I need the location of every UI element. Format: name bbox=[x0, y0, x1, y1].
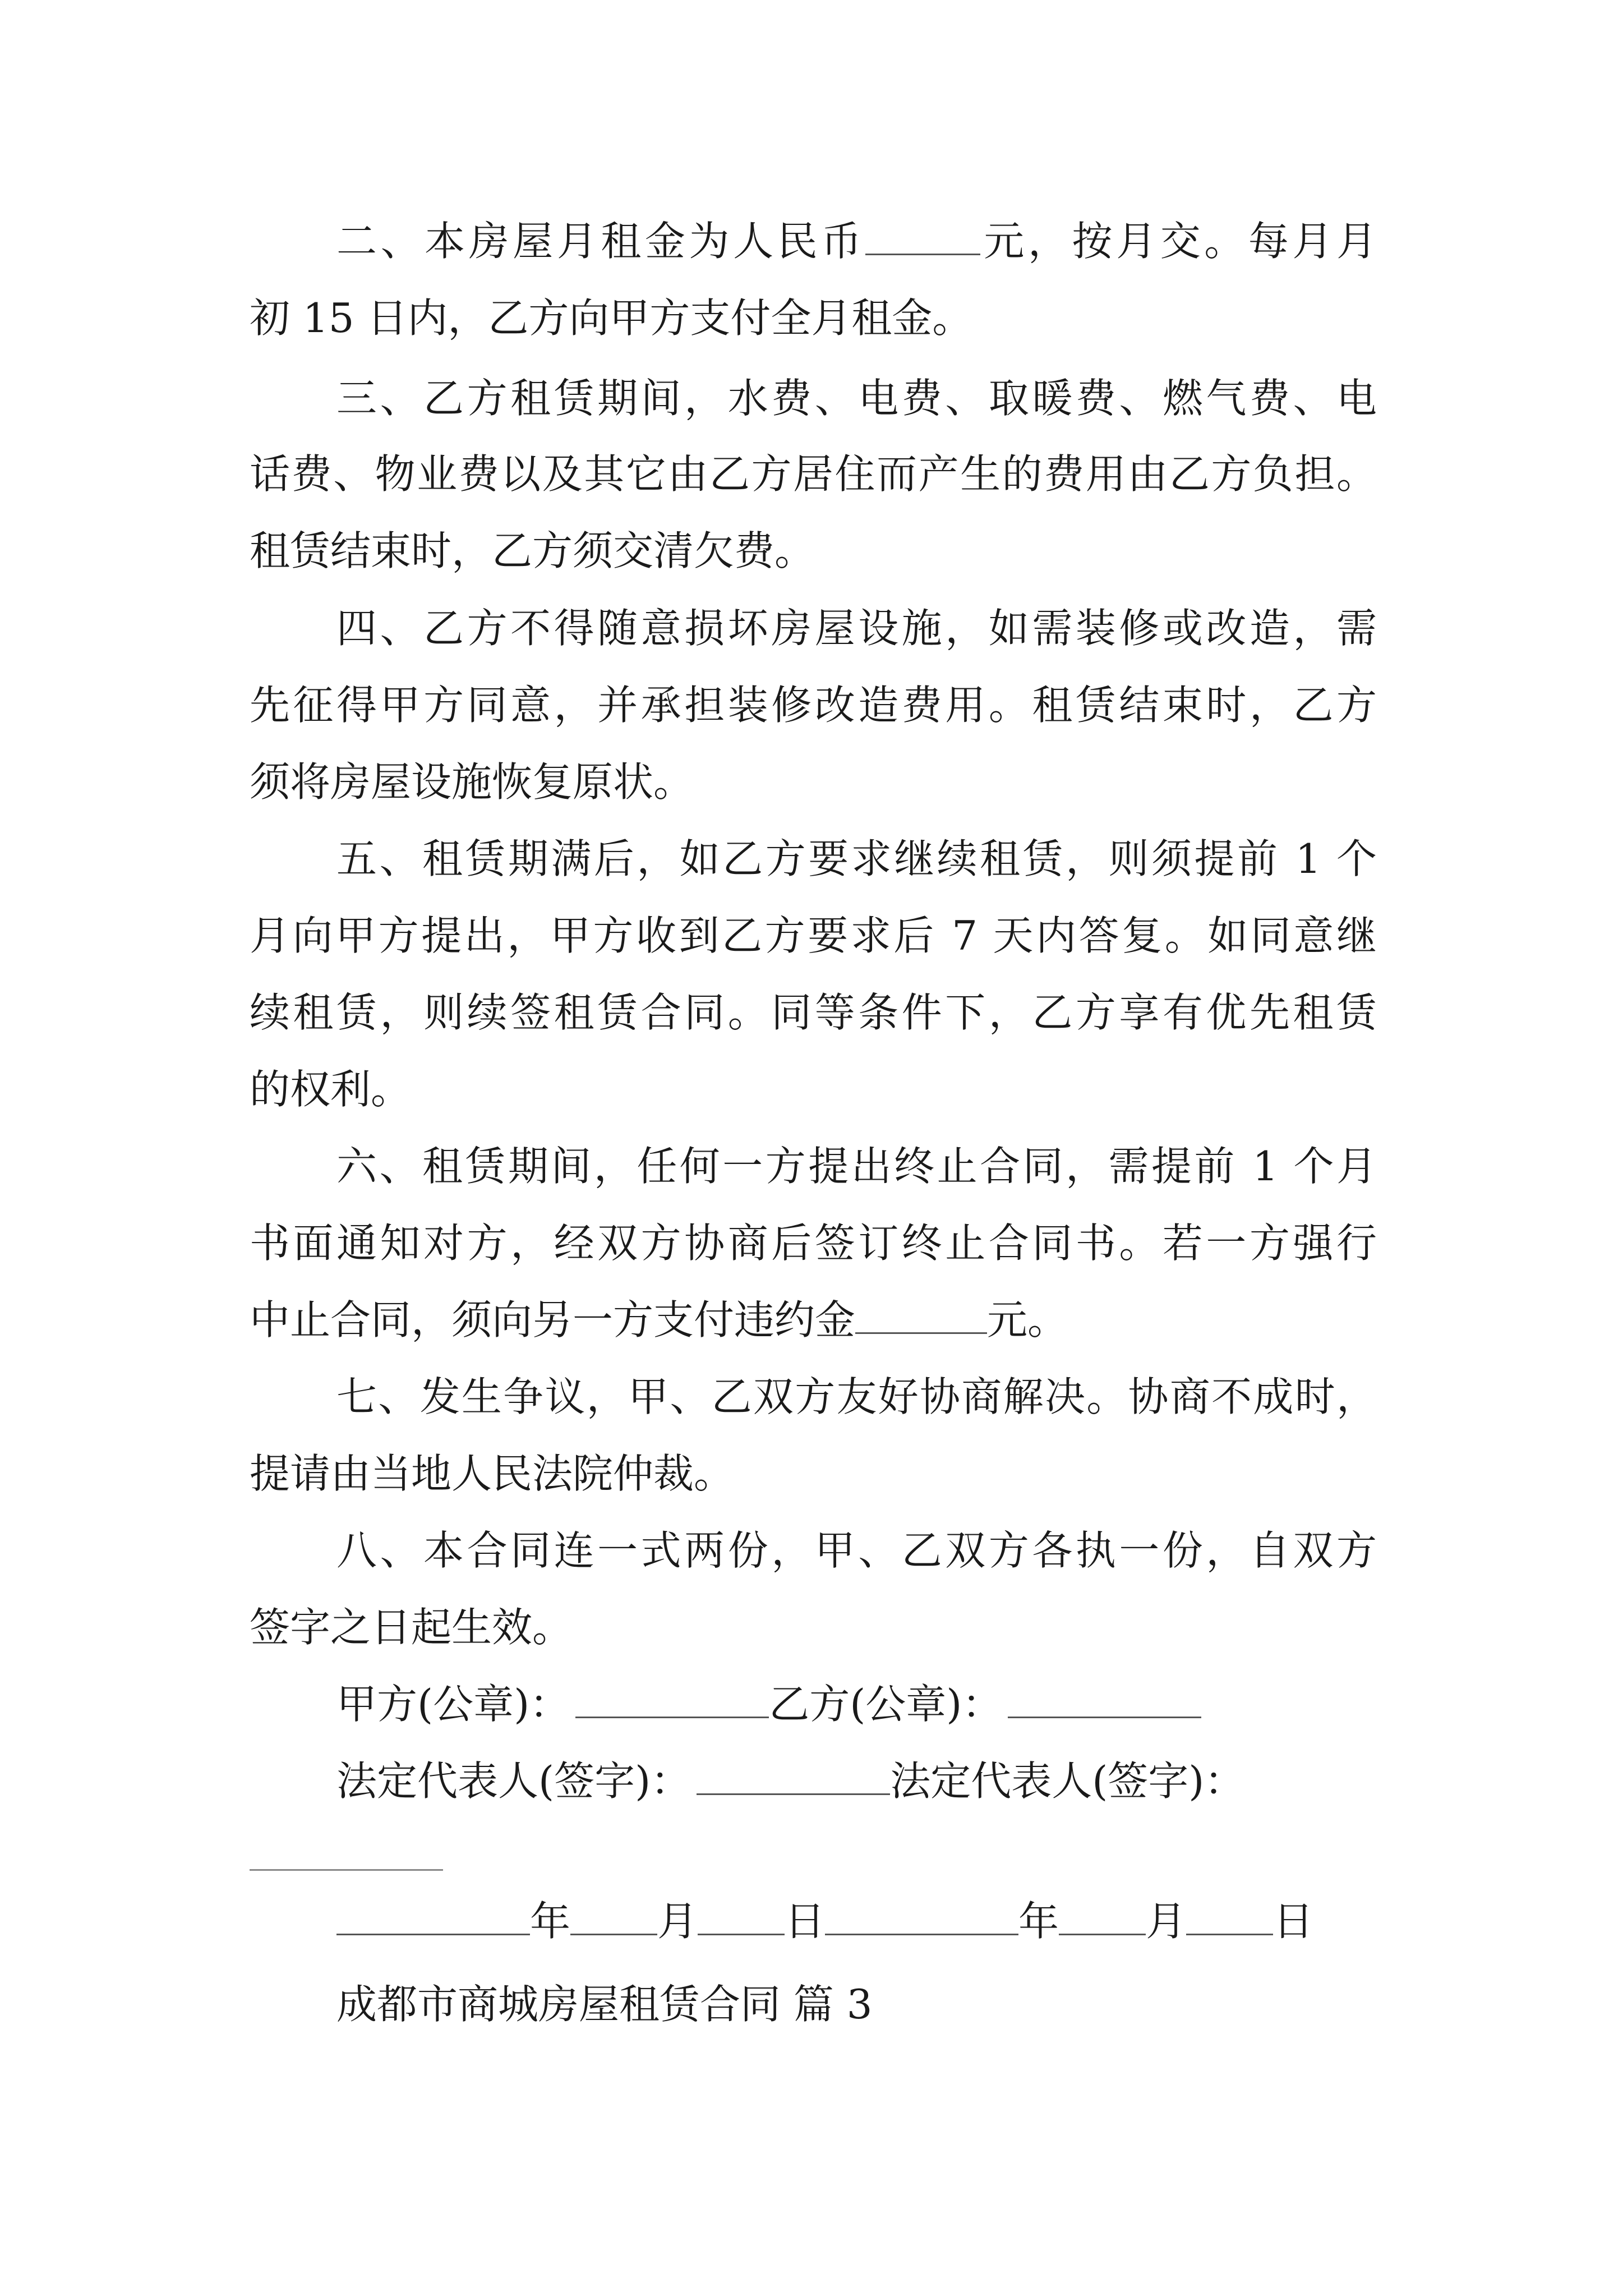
date-b-year-blank bbox=[825, 1928, 1018, 1935]
party-a-seal-blank bbox=[575, 1711, 769, 1718]
party-a-seal-label: 甲方(公章)： bbox=[336, 1681, 570, 1728]
date-b-day-blank bbox=[1186, 1928, 1273, 1935]
clause-4-line-2: 先征得甲方同意，并承担装修改造费用。租赁结束时，乙方 bbox=[250, 682, 1377, 729]
party-seal-line bbox=[336, 1679, 1377, 1729]
date-b-day-label: 日 bbox=[1273, 1898, 1314, 1945]
clause-5-line-2: 月向甲方提出，甲方收到乙方要求后 7 天内答复。如同意继 bbox=[250, 912, 1377, 959]
clause-3-line-3: 租赁结束时，乙方须交清欠费。 bbox=[250, 527, 815, 574]
clause-4-line-3: 须将房屋设施恢复原状。 bbox=[250, 758, 694, 806]
date-b-month-label: 月 bbox=[1146, 1898, 1187, 1945]
clause-8-line-1: 八、本合同连一式两份，甲、乙双方各执一份，自双方 bbox=[336, 1527, 1377, 1574]
date-a-year-blank bbox=[336, 1928, 530, 1935]
clause-7-line-2: 提请由当地人民法院仲裁。 bbox=[250, 1450, 735, 1497]
party-b-rep-blank bbox=[250, 1869, 443, 1871]
clause-5-line-4: 的权利。 bbox=[250, 1066, 412, 1113]
date-a-year-label: 年 bbox=[530, 1898, 571, 1945]
penalty-amount-blank bbox=[855, 1327, 987, 1334]
party-b-seal-label: 乙方(公章)： bbox=[769, 1681, 1003, 1728]
clause-2-text-a: 二、本房屋月租金为人民币 bbox=[336, 218, 865, 265]
clause-6-line-2: 书面通知对方，经双方协商后签订终止合同书。若一方强行 bbox=[250, 1220, 1377, 1267]
date-b-month-blank bbox=[1059, 1928, 1146, 1935]
party-b-rep-label: 法定代表人(签字)： bbox=[890, 1757, 1245, 1805]
rent-amount-blank bbox=[865, 248, 980, 255]
representative-line bbox=[336, 1756, 1377, 1806]
clause-2-text-b: 元，按月交。每月月 bbox=[980, 218, 1377, 265]
next-section-title: 成都市商城房屋租赁合同 篇 3 bbox=[336, 1981, 873, 2028]
clause-2-line-1 bbox=[336, 216, 1377, 266]
clause-6-line-1: 六、租赁期间，任何一方提出终止合同，需提前 1 个月 bbox=[336, 1143, 1377, 1190]
date-a-day-label: 日 bbox=[785, 1898, 826, 1945]
party-a-rep-blank bbox=[697, 1788, 890, 1795]
date-line bbox=[336, 1896, 1377, 1947]
party-a-rep-label: 法定代表人(签字)： bbox=[336, 1757, 691, 1805]
clause-4-line-1: 四、乙方不得随意损坏房屋设施，如需装修或改造，需 bbox=[336, 605, 1377, 652]
date-b-year-label: 年 bbox=[1018, 1898, 1059, 1945]
clause-8-line-2: 签字之日起生效。 bbox=[250, 1604, 573, 1651]
party-b-seal-blank bbox=[1008, 1711, 1201, 1718]
clause-7-line-1: 七、发生争议，甲、乙双方友好协商解决。协商不成时， bbox=[336, 1373, 1377, 1420]
date-a-month-label: 月 bbox=[657, 1898, 698, 1945]
clause-6-text-b: 元。 bbox=[987, 1296, 1068, 1343]
clause-6-text-a: 中止合同，须向另一方支付违约金 bbox=[250, 1296, 856, 1343]
date-a-month-blank bbox=[570, 1928, 657, 1935]
clause-6-line-3 bbox=[250, 1295, 1377, 1345]
clause-2-line-2: 初 15 日内，乙方向甲方支付全月租金。 bbox=[250, 295, 973, 342]
clause-3-line-1: 三、乙方租赁期间，水费、电费、取暖费、燃气费、电 bbox=[336, 375, 1377, 422]
clause-3-line-2: 话费、物业费以及其它由乙方居住而产生的费用由乙方负担。 bbox=[250, 450, 1377, 498]
date-a-day-blank bbox=[698, 1928, 785, 1935]
clause-5-line-1: 五、租赁期满后，如乙方要求继续租赁，则须提前 1 个 bbox=[336, 835, 1377, 882]
clause-5-line-3: 续租赁，则续签租赁合同。同等条件下，乙方享有优先租赁 bbox=[250, 989, 1377, 1036]
